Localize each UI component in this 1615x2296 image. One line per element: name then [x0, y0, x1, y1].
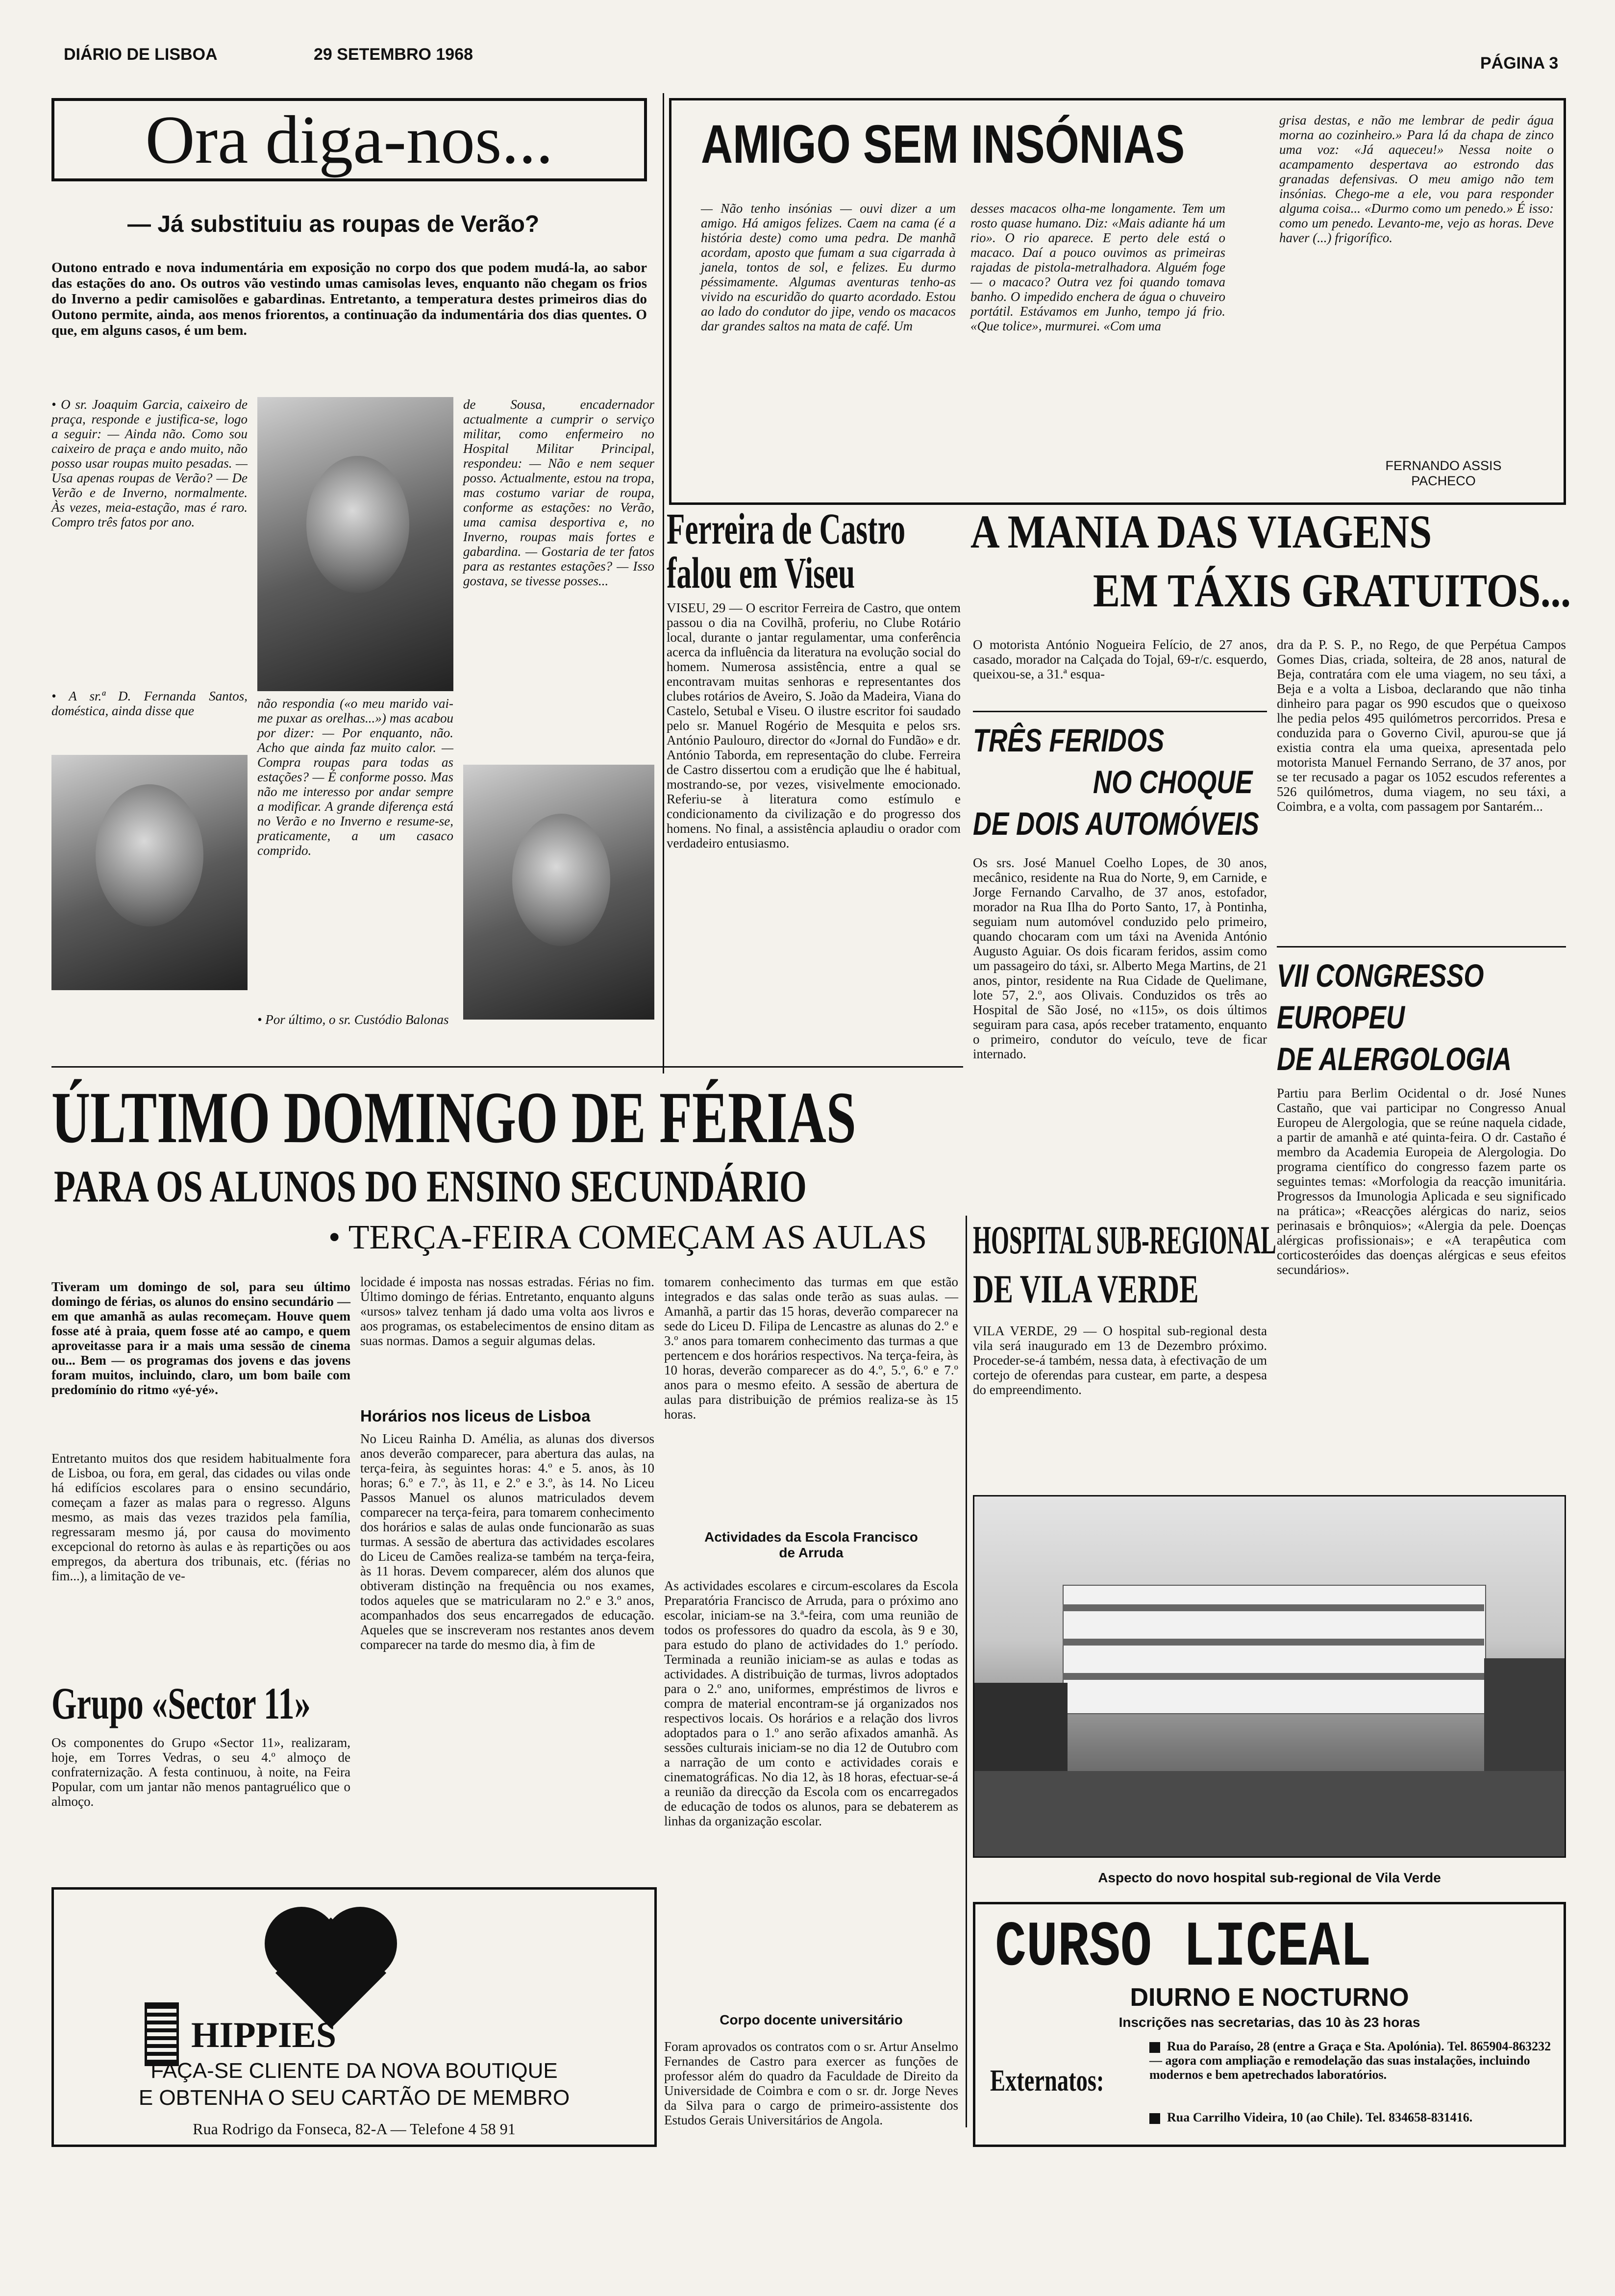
ora-col2b: • Por último, o sr. Custódio Balonas	[257, 1012, 449, 1027]
hospital-title-1: HOSPITAL SUB-REGIONAL	[973, 1218, 1276, 1262]
ferreira-title-2: falou em Viseu	[667, 549, 855, 598]
amigo-col3: grisa destas, e não me lembrar de pedir água morna ao cozinheiro.» Para lá da chapa de zinco uma voz: «Já aqueceu!» Nessa noite o acampamento despertava ao estrondo das granadas defensivas. O meu amigo não tem insónias. Chego-me a ele, vou para responder alguma coisa... «Durmo como um penedo.» É isso: como um penedo. Levanto-me, vejo as horas. Deve haver (...) frigorífico.	[1279, 113, 1554, 245]
photo-joaquim-garcia	[51, 755, 248, 990]
congresso-title-2: EUROPEU	[1277, 999, 1405, 1035]
hippies-line1: FAÇA-SE CLIENTE DA NOVA BOUTIQUE	[150, 2059, 558, 2083]
ora-col2a: não respondia («o meu marido vai-me puxar as orelhas...») mas acabou por dizer: — Por enquanto, não. Acho que ainda faz muito calor. — Compra roupas para todas as estações? — É conforme posso. Mas não me interesso por andar sempre a modificar. A grande diferença está no Verão e no Inverno e resume-se, praticamente, a um casaco comprido.	[257, 696, 453, 858]
amigo-col1: — Não tenho insónias — ouvi dizer a um amigo. Há amigos felizes. Caem na cama (é a história deste) como uma pedra. De manhã acordam, aposto que fumam a sua cigarrada à janela, tontos de sol, e felizes. Eu durmo péssimamente. Algumas aventuras tenho-as vivido na escuridão do quarto acordado. Estou ao lado do condutor do jipe, vendo os macacos dar grandes saltos na mata de café. Um	[701, 201, 956, 333]
ultimo-col1: Entretanto muitos dos que residem habitualmente fora de Lisboa, ou fora, em geral, das cidades ou vilas onde há edifícios escolares para o ensino secundário, começam a fazer as malas para o regresso. Alguns mesmo, as mais das vezes trazidos pela família, regressaram mesmo já, por causa do movimento excepcional do retorno às aulas e às repartições ou aos empregos, da abertura dos tribunais, etc. (férias no fim...), a limitação de ve-	[51, 1451, 350, 1583]
ultimo-col2b: No Liceu Rainha D. Amélia, as alunas dos diversos anos deverão comparecer, para abertura das aulas, na terça-feira, às seguintes horas: 4.º e 5. anos, às 10 horas; 6.º e 7.º, às 11, e 2.º e 3.º, às 14. No Liceu Passos Manuel os alunos matriculados devem comparecer na terça-feira, para tomarem conhecimento dos horários e salas de aulas onde funcionarão as suas turmas. A sessão de abertura das actividades escolares do Liceu de Camões realiza-se também na terça-feira, às 11 horas. Devem comparecer, além dos alunos que obtiveram distinção na frequência ou nos exames, todos aqueles que se matricularam no 2.º e 3.º anos, acompanhados dos seus encarregados de educação. Aqueles que se inscreveram nos restantes anos devem comparecer na tarde do mesmo dia, à fim de	[360, 1431, 654, 1652]
ferreira-body: VISEU, 29 — O escritor Ferreira de Castro, que ontem passou o dia na Covilhã, proferiu, no Clube Rotário local, durante o jantar regulamentar, uma conferência acerca da influência da literatura na evolução social do homem. Numerosa assistência, entre a qual se encontravam muitas senhoras e representantes dos clubes rotários de Aveiro, S. João da Madeira, Viana do Castelo, Setubal e Viseu. O ilustre escritor foi saudado pelo sr. Manuel Rogério de Mesquita e pelos srs. António Paulouro, director do «Jornal do Fundão» e dr. António Taborda, em representação do clube. Ferreira de Castro dissertou com a erudição que lhe é habitual, mostrando-se, por vezes, visivelmente emocionado. Referiu-se à literatura como estímulo e condicionamento da civilização e do progresso dos homens. No final, a assistência aplaudiu o orador com verdadeiro entusiasmo.	[667, 600, 961, 850]
ultimo-tag: • TERÇA-FEIRA COMEÇAM AS AULAS	[328, 1219, 927, 1256]
mania-title-2: EM TÁXIS GRATUITOS...	[1093, 564, 1571, 617]
curso-item-1: Rua do Paraíso, 28 (entre a Graça e Sta. Apolónia). Tel. 865904-863232 — agora com ampliação e remodelação das suas instalações, incluindo modernos e bem apetrechados laboratórios.	[1149, 2039, 1551, 2082]
congresso-title-3: DE ALERGOLOGIA	[1277, 1041, 1512, 1077]
hospital-title-2: DE VILA VERDE	[973, 1267, 1199, 1311]
bullet-square-icon	[1149, 2113, 1160, 2124]
ultimo-col3a: tomarem conhecimento das turmas em que estão integrados e das salas onde terão as suas aulas. — Amanhã, a partir das 15 horas, deverão comparecer na sede do Liceu D. Filipa de Lencastre as alunas do 2.º e 3.º anos para tomarem conhecimento das turmas a que pertencem e dos horários respectivos. Na terça-feira, às 10 horas, deverão comparecer as do 4.º, 5.º, 6.º e 7.º anos para o mesmo efeito. A sessão de abertura de aulas para distribuição de prémios realiza-se às 15 horas.	[664, 1274, 958, 1422]
curso-item-2: Rua Carrilho Videira, 10 (ao Chile). Tel. 834658-831416.	[1149, 2110, 1551, 2124]
page-number: PÁGINA 3	[1480, 54, 1559, 73]
tres-body: Os srs. José Manuel Coelho Lopes, de 30 anos, mecânico, residente na Rua do Norte, 9, em Carnide, e Jorge Fernando Carvalho, de 37 anos, estofador, morador na Rua Ilha do Porto Santo, 17, à Pontinha, seguiam num automóvel conduzido pelo primeiro, quando chocaram com um táxi na Avenida António Augusto Aguiar. Os dois ficaram feridos, assim como um passageiro do táxi, sr. Alberto Mega Martins, de 21 anos, pintor, residente na Rua Cidade de Quelimane, lote 57, 2.º, aos Olivais. Conduzidos os três ao Hospital de São José, no «115», os dois últimos seguiram para casa, após receber tratamento, enquanto o primeiro, condutor do veículo, teve de ficar internado.	[973, 855, 1267, 1061]
ora-col1a: • O sr. Joaquim Garcia, caixeiro de praça, responde e justifica-se, logo a seguir: — Ainda não. Como sou caixeiro de praça e ando muito, não posso usar roupas muito pesadas. — Usa apenas roupas de Verão? — De Verão e de Inverno, normalmente. Às vezes, meia-estação, mas é raro. Compro três fatos por ano.	[51, 397, 248, 529]
ultimo-title: ÚLTIMO DOMINGO DE FÉRIAS	[51, 1077, 856, 1158]
curso-title: CURSO LICEAL	[995, 1912, 1371, 1984]
ora-col1b: • A sr.ª D. Fernanda Santos, doméstica, ainda disse que	[51, 689, 248, 718]
ultimo-col2-head: Horários nos liceus de Lisboa	[360, 1407, 591, 1425]
bullet-square-icon	[1149, 2042, 1160, 2053]
curso-subtitle: DIURNO E NOCTURNO	[1130, 1983, 1409, 2012]
masthead-paper: DIÁRIO DE LISBOA	[64, 45, 218, 64]
hippies-name: HIPPIES	[191, 2015, 337, 2055]
congresso-rule	[1277, 946, 1566, 948]
hospital-photo	[973, 1495, 1566, 1858]
curso-ad	[973, 1902, 1566, 2147]
tres-title-2: NO CHOQUE	[1093, 764, 1253, 800]
ultimo-col2a: locidade é imposta nas nossas estradas. Férias no fim. Último domingo de férias. Entretanto, enquanto alguns «ursos» talvez tenham já dado uma volta aos livros e aos programas, os estabelecimentos de ensino ditam as suas normas. Damos a seguir algumas delas.	[360, 1274, 654, 1348]
ora-title: Ora diga-nos...	[145, 102, 553, 178]
amigo-title: AMIGO SEM INSÓNIAS	[701, 114, 1185, 175]
amigo-col2: desses macacos olha-me longamente. Tem um rosto quase humano. Diz: «Mais adiante há um rio». O rio aparece. E perto dele está o macaco. Daí a pouco ouvimos as primeiras rajadas de pistola-metralhadora. Alguém foge — o macaco? Outra vez foi quando tomava banho. O impedido enchera de água o chuveiro portátil. Estávamos em Junho, tempo já frio. «Que tolice», murmurei. «Com uma	[970, 201, 1225, 333]
mania-col2: dra da P. S. P., no Rego, de que Perpétua Campos Gomes Dias, criada, solteira, de 28 anos, natural de Beja, contratára com ele uma viagem, no seu táxi, a Beja e a volta a Lisboa, declarando que não tinha dinheiro para pagar os 990 escudos que o queixoso lhe pedia pelos 495 quilómetros percorridos. Presa e conduzida para o Governo Civil, apurou-se que já existia contra ela uma queixa, apresentada pelo motorista Manuel Fernando Serrano, de 37 anos, por se ter recusado a pagar os 1052 escudos referentes a 526 quilómetros, duma viagem, no seu táxi, a Coimbra, e a volta, com passagem por Santarém...	[1277, 637, 1566, 814]
mania-title-1: A MANIA DAS VIAGENS	[970, 505, 1432, 558]
photo-custodio-balonas	[463, 765, 654, 1020]
photo-fernanda-santos	[257, 397, 453, 691]
ora-question: — Já substituiu as roupas de Verão?	[127, 211, 540, 237]
hippies-logo-icon	[145, 2002, 179, 2066]
hippies-line2: E OBTENHA O SEU CARTÃO DE MEMBRO	[138, 2086, 570, 2110]
tres-title-1: TRÊS FERIDOS	[973, 722, 1165, 758]
hospital-caption: Aspecto do novo hospital sub-regional de Vila Verde	[1098, 1870, 1441, 1885]
grupo-body: Os componentes do Grupo «Sector 11», realizaram, hoje, em Torres Vedras, o seu 4.º almoço de confraternização. A festa continuou, à noite, na Feira Popular, com um jantar não menos pantagruélico que o almoço.	[51, 1735, 350, 1809]
tres-title-3: DE DOIS AUTOMÓVEIS	[973, 805, 1259, 842]
ultimo-col3-head: Actividades da Escola Francisco de Arruda	[704, 1529, 918, 1560]
hippies-heart-icon	[265, 1907, 397, 2024]
hospital-body: VILA VERDE, 29 — O hospital sub-regional desta vila será inaugurado em 13 de Dezembro próximo. Proceder-se-á também, nessa data, à efectivação de um cortejo de oferendas para custear, em parte, a despesa do empreendimento.	[973, 1323, 1267, 1397]
masthead-date: 29 SETEMBRO 1968	[314, 45, 473, 64]
divider-hospital	[966, 1216, 967, 2127]
ultimo-col3c: Foram aprovados os contratos com o sr. Artur Anselmo Fernandes de Castro para exercer as funções de professor além do quadro da Faculdade de Direito da Universidade de Coimbra e com o sr. dr. Jorge Neves da Silva para o cargo de primeiro-assistente dos Estudos Gerais Universitários de Angola.	[664, 2039, 958, 2127]
ultimo-lead: Tiveram um domingo de sol, para seu último domingo de férias, os alunos do ensino secundário — em que amanhã as aulas recomeçam. Houve quem fosse até à praia, quem fosse até ao campo, e quem aproveitasse para ir a mais uma sessão de cinema ou... Bem — os programas dos jovens e das jovens foram muitos, incluindo, claro, um bom baile com predomínio do ritmo «yé-yé».	[51, 1279, 350, 1397]
hippies-address: Rua Rodrigo da Fonseca, 82-A — Telefone 4 58 91	[193, 2120, 516, 2138]
divider-top	[663, 93, 664, 1073]
ultimo-subtitle: PARA OS ALUNOS DO ENSINO SECUNDÁRIO	[54, 1161, 807, 1211]
ultimo-col3-head2: Corpo docente universitário	[720, 2012, 903, 2027]
ora-col3a: de Sousa, encadernador actualmente a cumprir o serviço militar, como enfermeiro no Hospital Militar Principal, respondeu: — Não e nem sequer posso. Actualmente, estou na tropa, mas costumo variar de roupa, conforme as estações: no Verão, uma camisa desportiva e, no Inverno, roupas mais fortes e gabardina. — Gostaria de ter fatos para as restantes estações? — Isso gostava, se tivesse posses...	[463, 397, 654, 588]
hippies-ad	[51, 1887, 657, 2147]
ora-title-box	[51, 98, 647, 181]
mania-col1: O motorista António Nogueira Felício, de 27 anos, casado, morador na Calçada do Tojal, 69-r/c. esquerdo, queixou-se, a 31.ª esqua-	[973, 637, 1267, 681]
congresso-title-1: VII CONGRESSO	[1277, 957, 1484, 994]
tres-rule	[973, 711, 1267, 712]
ora-intro: Outono entrado e nova indumentária em exposição no corpo dos que podem mudá-la, ao sabor das estações do ano. Os outros vão vestindo umas camisolas leves, enquanto não chegam os frios do Inverno a pedir camisolões e gabardinas. Entretanto, a temperatura destes primeiros dias do Outono permite, ainda, aos menos friorentos, a continuação da indumentária dos dias quentes. O que, em alguns casos, é um bem.	[51, 260, 647, 338]
amigo-signature: FERNANDO ASSIS PACHECO	[1385, 458, 1502, 488]
ultimo-rule	[51, 1066, 963, 1068]
curso-externatos: Externatos:	[990, 2064, 1104, 2097]
curso-inscricoes: Inscrições nas secretarias, das 10 às 23 horas	[1118, 2015, 1420, 2030]
ferreira-title-1: Ferreira de Castro	[667, 505, 906, 553]
ultimo-col3b: As actividades escolares e circum-escolares da Escola Preparatória Francisco de Arruda, para o próximo ano escolar, iniciam-se na 3.ª-feira, com uma reunião de todos os professores do quadro da escola, às 9 e 30, para estudo do plano de actividades do 1.º período. Terminada a reunião iniciam-se as aulas e todas as actividades. A distribuição de turmas, livros adoptados para o 2.º ano, uniformes, empréstimos de livros e compra de material encontram-se já organizados nos respectivos locais. Os horários e a relação dos livros adoptados para o 1.º ano serão afixados amanhã. As sessões culturais iniciam-se no dia 12 de Outubro com a narração de um conto e actividades corais e cinematográficas. No dia 12, às 18 horas, efectuar-se-á a reunião da direcção da Escola com os encarregados de educação de todos os alunos, para se debaterem as linhas da organização escolar.	[664, 1578, 958, 1828]
grupo-title: Grupo «Sector 11»	[51, 1678, 311, 1728]
congresso-body: Partiu para Berlim Ocidental o dr. José Nunes Castaño, que vai participar no Congresso Anual Europeu de Alergologia, que se reúne naquela cidade, a partir de amanhã e até quinta-feira. O dr. Castaño é membro da Academia Europeia de Alergologia. Do programa científico do congresso fazem parte os seguintes temas: «Morfologia da reacção imunitária. Progressos da Imunologia Aplicada e seu significado na prática»; «Reacções alérgicas do nariz, seios perinasais e brônquios»; «Alergia da pele. Doenças alérgicas profissionais»; e «A terapêutica com corticosteróides das doenças alérgicas e seus efeitos secundários».	[1277, 1086, 1566, 1277]
